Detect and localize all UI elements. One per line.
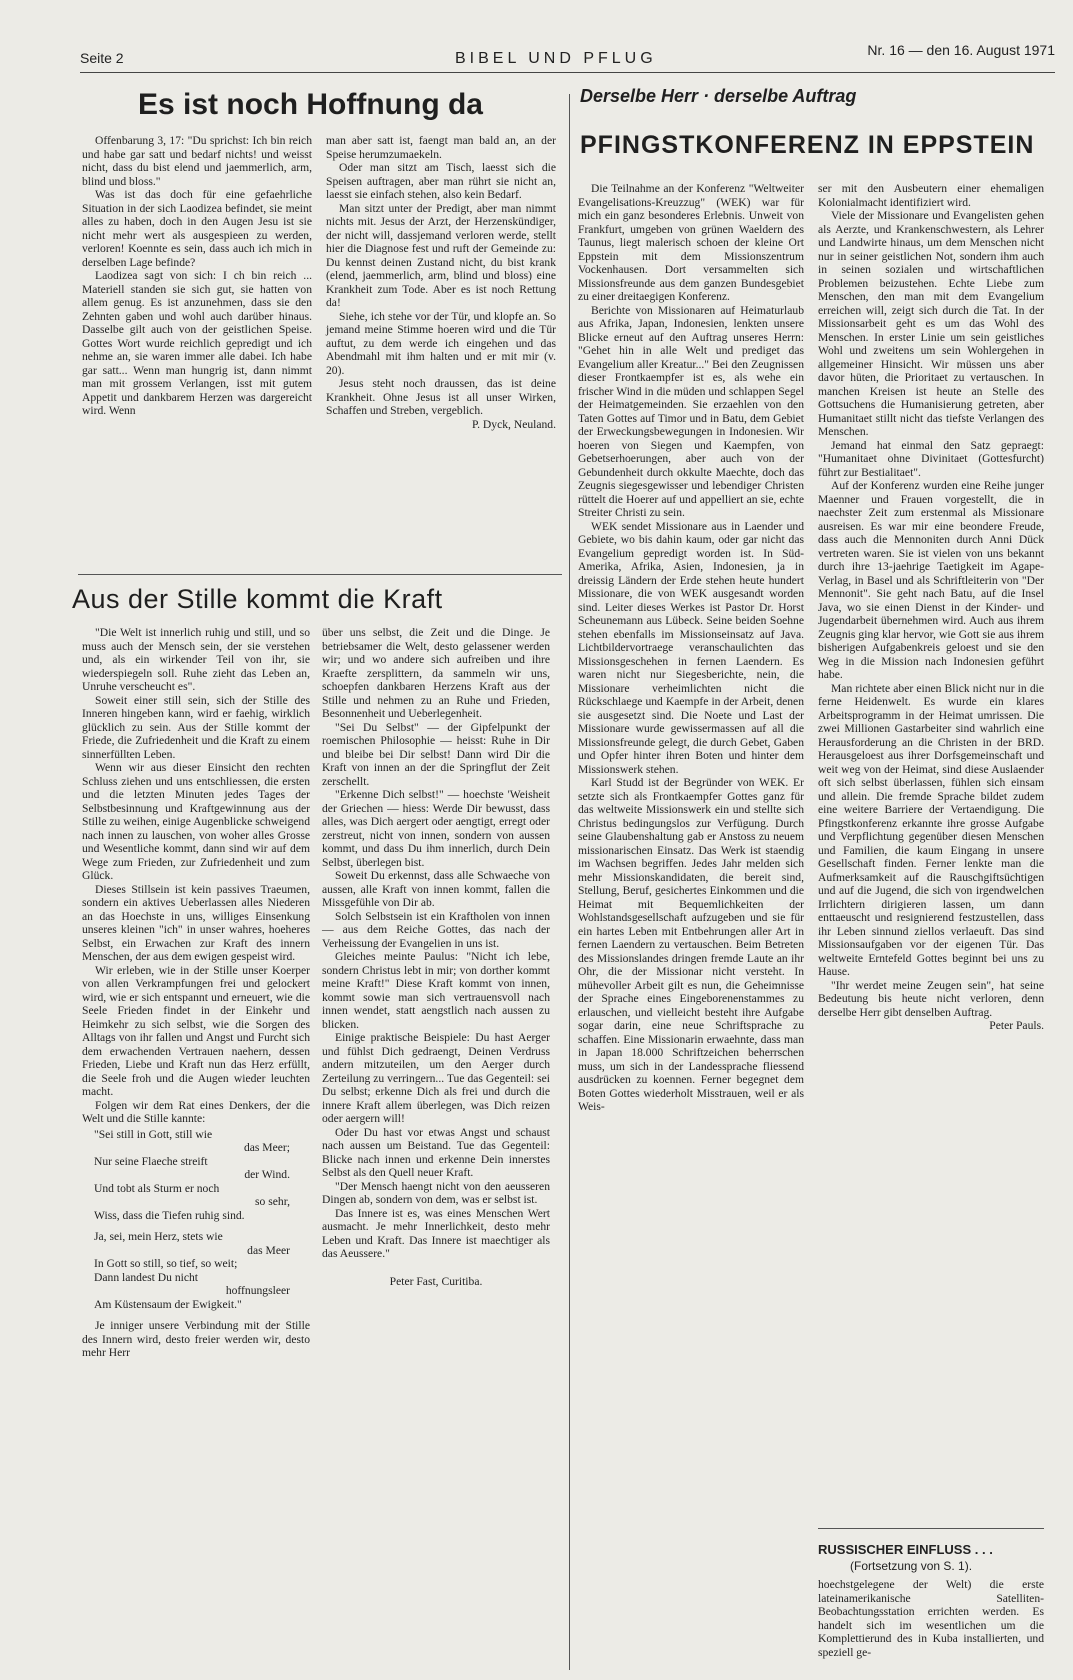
masthead: BIBEL UND PFLUG — [455, 50, 657, 67]
divider — [818, 1528, 1044, 1529]
article3-title: PFINGSTKONFERENZ IN EPPSTEIN — [580, 131, 1035, 159]
paragraph: Viele der Missionare und Evangelisten gehen als Aerzte, und Krankenschwestern, als Lehrer und Landwirte hinaus, um dem Menschen nicht nur in seiner geistlichen Not, sondern ihm auch in seinen sozialen und wirtschaftlichen Problemen beizustehen. Echte Liebe zum Menschen, den man mit dem Evangelium erreichen will, zeigt sich durch die Tat. In der Missionsarbeit geht es um das Wohl des Menschen. In erster Linie um sein geistliches Wohl und zweitens um sein Wohlergehen in allgemeiner Hinsicht. Wir müssen uns aber davor hüten, die Prioritaet zu vertauschen. In manchen Kreisen ist heute an Stelle des Gottsuchens die Humanisierung getreten, aber Humanitaet stillt nicht das tiefste Verlangen des Menschen. — [818, 209, 1044, 438]
paragraph: Man richtete aber einen Blick nicht nur in die ferne Heidenwelt. Es wurde ein klares Arbeitsprogramm in der Heimat umrissen. Die zwei Millionen Gastarbeiter sind wahrlich eine Herausforderung an die Christen in der BRD. Herausgeloest aus ihrer Dorfsgemeinschaft und weit weg von der Heimat, sind diese Auslaender oft sich selbst überlassen, fühlen sich einsam und allein. Die fremde Sprache bildet zudem eine weitere Barriere der Vertaendigung. Die Pfingstkonferenz erkannte ihre grosse Aufgabe und Verpflichtung gegenüber diesen Menschen und Familien, die kaum Eingang in unsere Gesellschaft finden. Ferner lenkte man die Aufmerksamkeit auf die Rauschgiftsüchtigen und auf die Jugend, die sich von irgendwelchen Irrlichtern dirigieren lassen, um dann enttaeuscht und resignierend festzustellen, dass ihr Leben sinnund ziellos verlaeuft. Das sind Missionsaufgaben vor der eigenen Tür. Das weltweite Erntefeld Gottes beginnt bei uns zu Hause. — [818, 681, 1044, 978]
paragraph: Oder Du hast vor etwas Angst und schaust nach aussen um Beistand. Tue das Gegenteil: Blicke nach innen und erkenne Dein innerstes Selbst als den Quell neuer Kraft. — [322, 1125, 550, 1179]
article1-col2 — [326, 134, 556, 566]
article2-signature: Peter Fast, Curitiba. — [389, 1274, 483, 1288]
paragraph: Die Teilnahme an der Konferenz "Weltweiter Evangelisations-Kreuzzug" (WEK) war für mich ein ganz besonderes Erlebnis. Unweit von Frankfurt, umgeben von grünen Waeldern des Taunus, liegt malerisch schoen der kleine Ort Eppstein mit dem Missionszentrum Vockenhausen. Dort versammelten sich Missionsfreunde aus dem ganzen Bundesgebiet zu einer dreitaegigen Konferenz. — [578, 182, 804, 303]
paragraph: Soweit einer still sein, sich der Stille des Inneren hingeben kann, wird er faehig, wirklich glücklich zu sein. Aus der Stille kommt der Friede, die Zufriedenheit und die Kraft zu einem sinnerfüllten Leben. — [82, 693, 310, 761]
paragraph: Man sitzt unter der Predigt, aber man nimmt nichts mit. Jesus der Arzt, der Herzenskündiger, der nicht will, dassjemand verloren werde, stellt hier die Diagnose fest und ruft der Gemeinde zu: Du kennst deinen Zustand nicht, du bist krank (elend, jaemmerlich, arm, blind und bloss) eine Krankheit zum Tode. Aber es ist noch Rettung da! — [326, 201, 556, 309]
sidebar-text — [818, 1578, 1044, 1670]
paragraph: "Die Welt ist innerlich ruhig und still, und so muss auch der Mensch sein, der sie verstehen und, als ein wirkender Teil von ihr, sie wiederspiegeln soll. Ruhe zieht das Leben an, Unruhe verscheucht es". — [82, 626, 310, 693]
paragraph: man aber satt ist, faengt man bald an, an der Speise herumzumaekeln. — [326, 134, 556, 161]
article3-kicker: Derselbe Herr · derselbe Auftrag — [580, 86, 857, 106]
column-divider — [569, 94, 570, 1670]
paragraph: Einige praktische Beispiele: Du hast Aerger und fühlst Dich gedraengt, Deinen Verdruss andern mitzuteilen, um den Aerger durch Zerteilung zu verringern... Tue das Gegenteil: sei Du selbst; erkenne Dich als frei und durch die innere Kraft allem überlegen, was Dich reizen oder aergern will! — [322, 1031, 550, 1125]
article2-col2 — [322, 626, 550, 1671]
paragraph: Solch Selbstsein ist ein Kraftholen von innen — aus dem Reiche Gottes, das nach der Verheissung der Evangelien in uns ist. — [322, 909, 550, 950]
paragraph: "Ihr werdet meine Zeugen sein", hat seine Bedeutung bis heute nicht verloren, denn derselbe Herr gibt denselben Auftrag. — [818, 978, 1044, 1019]
article3-col2 — [818, 182, 1044, 1032]
article1-signature: P. Dyck, Neuland. — [471, 417, 556, 431]
paragraph: Offenbarung 3, 17: "Du sprichst: Ich bin reich und habe gar satt und bedarf nichts! und weisst nicht, dass du bist elend und jaemmerlich, arm, blind und bloss." — [82, 134, 312, 188]
paragraph: "Sei Du Selbst" — der Gipfelpunkt der roemischen Philosophie — heisst: Ruhe in Dir und bleibe bei Dir selbst! Dann wird Dir die Kraft von innen an der die Springflut der Zeit zerschellt. — [322, 720, 550, 788]
paragraph: Soweit Du erkennst, dass alle Schwaeche von aussen, alle Kraft von innen kommt, fallen die Missgefühle von Dir ab. — [322, 869, 550, 909]
paragraph: Gleiches meinte Paulus: "Nicht ich lebe, sondern Christus lebt in mir; von dorther kommt meine Kraft!" Diese Kraft kommt von innen, kommt sowie man sich vertrauensvoll nach innen wendet, statt aengstlich nach aussen zu blicken. — [322, 950, 550, 1031]
article3-col1 — [578, 182, 804, 1670]
article2-title: Aus der Stille kommt die Kraft — [72, 584, 443, 614]
sidebar-subtitle: (Fortsetzung von S. 1). — [850, 1559, 973, 1573]
paragraph: Jemand hat einmal den Satz gepraegt: "Humanitaet ohne Divinitaet (Gottesfurcht) führt zur Bestialitaet". — [818, 438, 1044, 479]
paragraph: Oder man sitzt am Tisch, laesst sich die Speisen auftragen, aber man rührt sie nicht an, laesst sie einfach stehen, also kein Bedarf. — [326, 161, 556, 201]
paragraph: über uns selbst, die Zeit und die Dinge. Je betriebsamer die Welt, desto gelassener werden wir; und wo andere sich aufreiben und ihre Kraefte zersplittern, da sammeln wir uns, schoepfen dankbaren Herzens Kraft aus der Stille und nehmen zu an Ruhe und Frieden, Besonnenheit und Ueberlegenheit. — [322, 626, 550, 720]
paragraph: Was ist das doch für eine gefaehrliche Situation in der sich Laodizea befindet, sie meint alles zu haben, doch in den Augen Jesu ist sie nicht mehr wert als ausgespieen zu werden, verloren! Koennte es sein, dass auch ich mich in derselben Lage befinde? — [82, 188, 312, 269]
poem-stanza-1: "Sei still in Gott, still wie das Meer; Nur seine Flaeche streift der Wind. Und tobt als Sturm er noch so sehr, Wiss, dass die Tiefen ruhig sind. — [94, 1127, 290, 1222]
article1-title: Es ist noch Hoffnung da — [138, 88, 483, 121]
paragraph: Wir erleben, wie in der Stille unser Koerper von allen Verkrampfungen frei und gelockert wird, wie er sich entspannt und erneuert, wie die Seele Frieden findet in der Einkehr und Heimkehr zu sich selbst, wie die Sorgen des Alltags von ihr fallen und Angst und Furcht sich dem erwachenden Vertrauen naehern, dessen Frieden, Liebe und Kraft nun das Herz erfüllt, die Seele froh und die Augen wieder leuchten macht. — [82, 963, 310, 1098]
paragraph: Karl Studd ist der Begründer von WEK. Er setzte sich als Frontkaempfer Gottes ganz für das weltweite Missionswerk ein und stellte sich Christus bedingungslos zur Verfügung. Durch seine Glaubenshaltung gab er Anstoss zu neuem missionarischen Einsatz. Das Werk ist staendig im Wachsen begriffen. Jedes Jahr melden sich mehr Missionskandidaten, die bereit sind, Stellung, Beruf, gesichertes Einkommen und die Heimat mit Bequemlichkeiten der Wohlstandsgesellschaft aufzugeben und sie für ein hartes Leben mit Entbehrungen aller Art in fernen Laendern zu vertauschen. Beim Betreten des Missionslandes dringen fremde Laute an ihr Ohr, die der Missionar nicht versteht. In mühevoller Arbeit gilt es nun, die Geheimnisse der Sprache eines Eingeborenenstammes zu erlauschen, und vielleicht besteht ihre Aufgabe sogar darin, eine neue Schriftsprache zu schaffen. Eine Missionarin erwaehnte, dass man in Japan 18.000 Schriftzeichen beherrschen muss, um sich in der Landessprache fliessend ausdrücken zu koennen. Ferner begegnet dem Boten Gottes wiederholt Misstrauen, weil er als Weis- — [578, 776, 804, 1113]
paragraph: Berichte von Missionaren auf Heimaturlaub aus Afrika, Japan, Indonesien, lenkten unsere Blicke erneut auf den Auftrag unseres Herrn: "Gehet hin in alle Welt und prediget das Evangelium aller Kreatur..." Bei den Zeugnissen dieser Frontkaempfer ist es, als wehe ein frischer Wind in die müden und schlappen Segel der Heimatgemeinden. Sie erzaehlen von den Taten Gottes auf Timor und in Batu, dem Gebiet der Erweckungsbewegungen in Indonesien. Wir hoeren von Siegen und Kaempfen, von Gebetserhoerungen, aber auch von der Gebundenheit durch okkulte Maechte, doch das Zeugnis siegesgewisser und lebendiger Christen rüttelt die Hoerer auf und appelliert an sie, echte Streiter Christi zu sein. — [578, 303, 804, 519]
divider — [78, 574, 562, 575]
paragraph: Folgen wir dem Rat eines Denkers, der die Welt und die Stille kannte: — [82, 1098, 310, 1125]
paragraph: "Der Mensch haengt nicht von den aeusseren Dingen ab, sondern von dem, was er selbst ist. — [322, 1179, 550, 1206]
paragraph: Siehe, ich stehe vor der Tür, und klopfe an. So jemand meine Stimme hoeren wird und die Tür auftut, zu dem werde ich eingehen und das Abendmahl mit ihm halten und er mit mir (v. 20). — [326, 309, 556, 377]
page-number: Seite 2 — [80, 50, 124, 66]
paragraph: Das Innere ist es, was eines Menschen Wert ausmacht. Je mehr Innerlichkeit, desto mehr Leben und Kraft. Das Innere ist maechtiger als das Aeussere." — [322, 1206, 550, 1260]
paragraph: hoechstgelegene der Welt) die erste lateinamerikanische Satelliten-Beobachtungsstation errichten werden. Es handelt sich im wesentlichen um die Komplettierund des in Kuba installierten, und speziell ge- — [818, 1578, 1044, 1659]
page-header — [80, 42, 1055, 73]
sidebar-title: RUSSISCHER EINFLUSS . . . — [818, 1542, 993, 1557]
article3-signature: Peter Pauls. — [989, 1019, 1044, 1032]
paragraph: "Erkenne Dich selbst!" — hoechste 'Weisheit der Griechen — hiess: Werde Dir bewusst, dass alles, was Dich aergert oder aengtigt, erregt oder zerstreut, nicht von innen, sondern von aussen kommt, und dass Du ihm innerlich, durch Dein Selbst, überlegen bist. — [322, 788, 550, 869]
paragraph: WEK sendet Missionare aus in Laender und Gebiete, wo bis dahin kaum, oder gar nicht das Evangelium gepredigt worden ist. In Süd-Amerika, Afrika, Asien, Indonesien, ja in dreissig Ländern der Erde stehen heute hundert Missionare, die von WEK ausgesandt worden sind. Leiter dieses Werkes ist Pastor Dr. Horst Scheunemann aus Lübeck. Seine beiden Soehne stehen ebenfalls im Missionseinsatz auf Java. Lichtbildervortraege veranschaulichten das Missionsgeschehen in fernen Laendern. Es waren nicht nur Siegesberichte, nein, die Missionare verheimlichten nicht die Rückschlaege und Kaempfe in der Arbeit, denen sie ausgesetzt sind. Die Noete und Last der Missionare wurde gewissermassen auf all die Missionsfreunde gelegt, die durch Gebet, Gaben und Opfer hinter ihren Boten und hinter dem Missionswerk stehen. — [578, 519, 804, 776]
paragraph: Wenn wir aus dieser Einsicht den rechten Schluss ziehen und uns entschliessen, die ersten und die letzten Minuten jedes Tages der Selbstbesinnung und Kraftgewinnung aus der Stille zu weihen, einige Augenblicke schweigend nach innen zu lauschen, von woher alles Grosse und Wesentliche kommt, dann sind wir auf dem Wege zum Frieden, zur Zufriedenheit und zum Glück. — [82, 761, 310, 882]
paragraph: Laodizea sagt von sich: I ch bin reich ... Materiell standen sie sich gut, sie hatten von allem genug. Es ist anzunehmen, dass sie den Zehnten gaben und wohl auch darüber hinaus. Dasselbe gilt auch von der geistlichen Speise. Gottes Wort wurde reichlich gepredigt und ich nehme an, sie waren immer alle dabei. Ich habe gar satt... Wenn man hungrig ist, dann nimmt man mit grossem Verlangen, isst mit gutem Appetit und dankbarem Herzen was dargereicht wird. Wenn — [82, 269, 312, 417]
article1-col1 — [82, 134, 312, 556]
paragraph: ser mit den Ausbeutern einer ehemaligen Kolonialmacht identifiziert wird. — [818, 182, 1044, 209]
article2-col1 — [82, 626, 310, 1671]
poem-stanza-2: Ja, sei, mein Herz, stets wie das Meer In Gott so still, so tief, so weit; Dann landest Du nicht hoffnungsleer Am Küstensaum der Ewigkeit." — [94, 1230, 290, 1311]
paragraph: Auf der Konferenz wurden eine Reihe junger Maenner und Frauen vorgestellt, die in naechster Zeit zum erstenmal als Missionare ausreisen. Es war mir eine beondere Freude, dass auch die Mennoniten durch Anni Dück vertreten waren. Sie ist vielen von uns bekannt durch ihre 13-jaehrige Taetigkeit im Agape-Verlag, in Basel und als Schriftleiterin von "Der Mennonit". Sie geht nach Batu, auf die Insel Java, wo sie einen Dienst in der Kinder- und Jugendarbeit übernehmen wird. Auch aus ihrem Zeugnis ging klar hervor, wie Gott sie aus ihrem bisherigen Aufgabenkreis geloest und sie den Weg in die Mission nach Indonesien geführt habe. — [818, 479, 1044, 681]
paragraph: Dieses Stillsein ist kein passives Traeumen, sondern ein aktives Ueberlassen alles Niederen an das Hoechste in uns, williges Einsenkung unseres kleinen "ich" in unser wahres, hoeheres Selbst, ein Erwachen zur Kraft des innern Menschen, der aus dem ewigen gespeist wird. — [82, 882, 310, 963]
issue-date: Nr. 16 — den 16. August 1971 — [867, 42, 1055, 58]
paragraph: Je inniger unsere Verbindung mit der Stille des Innern wird, desto freier werden wir, desto mehr Herr — [82, 1319, 310, 1359]
paragraph: Jesus steht noch draussen, das ist deine Krankheit. Ohne Jesus ist all unser Wirken, Schaffen und Streben, vergeblich. — [326, 377, 556, 417]
